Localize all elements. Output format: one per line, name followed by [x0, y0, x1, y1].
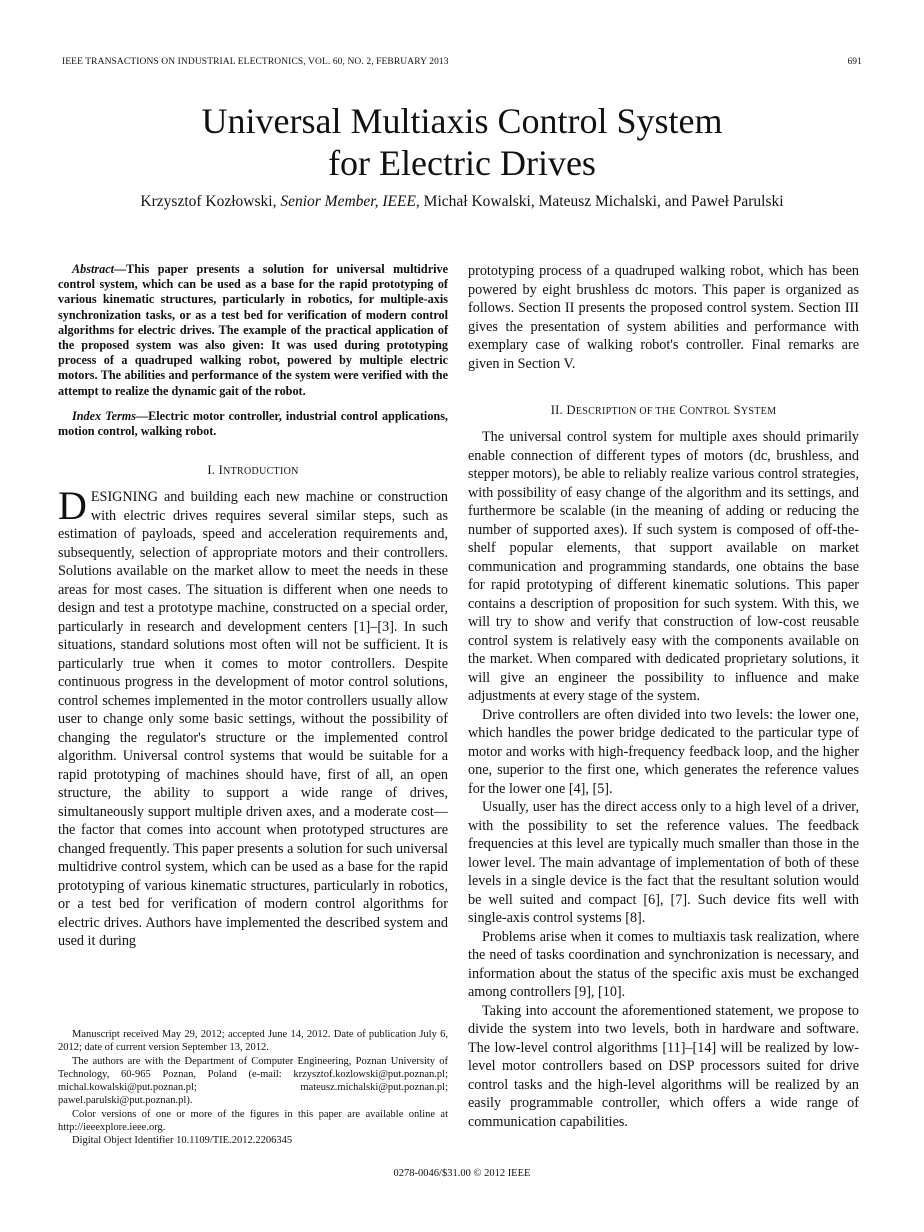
running-head — [62, 57, 862, 67]
abstract-text: This paper presents a solution for universal multidrive control system, which can be used as a base for the rapid prototyping of various kinematic structures, particularly in robotics, for multiple-axis synchronization tasks, or as a test bed for verification of modern control algorithms for electric drives. The example of the practical application of the proposed system was also given: It was used during prototyping process of a quadruped walking robot, powered by multiple electric motors. The abilities and performance of the system were verified with the attempt to realize the dynamic gait of the robot. — [58, 262, 448, 398]
left-column — [58, 262, 448, 951]
abstract-label: Abstract— — [72, 262, 127, 276]
index-terms-text: Electric motor controller, industrial control applications, motion control, walking robot. — [58, 408, 448, 439]
index-terms-label: Index Terms— — [72, 408, 149, 423]
intro-paragraph-continued: prototyping process of a quadruped walking robot, which has been powered by eight brushless dc motors. This paper is organized as follows. Section II presents the proposed control system. Section III gives the presentation of system abilities and performance with exemplary case of walking robot's controller. Final remarks are given in Section V. — [468, 263, 859, 372]
section2-paragraph-1: The universal control system for multiple axes should primarily enable connection of different types of motors (dc, brushless, and stepper motors), be able to reliably realize various control strategies, with possibility of easy change of the algorithm and its settings, and furthermore be scalable (in the meaning of adding or reducing the number of supported axes). If such system is composed of off-the-shelf popular elements, that support available on market communication and programming standards, one obtains the base for rapid prototyping of different kinematic solutions. This paper contains a description of proposition for such system. With this, we will try to show and verify that construction of low-cost reusable control system is relatively easy with the components available on the market. When compared with dedicated proprietary solutions, it will give an engineer the possibility to influence and make adjustments at every stage of the system. — [468, 429, 859, 704]
title-line-1: Universal Multiaxis Control System — [201, 101, 723, 141]
section2-paragraph-3: Usually, user has the direct access only to a high level of a driver, with the possibility to set the reference values. The feedback frequencies at this level are typically much smaller than those in the lower level. The main advantage of implementation of both of these levels in a single device is the fact that the resultant solution would be well suited and compact [6], [7]. Such device fits well with single-axis control systems [8]. — [468, 799, 859, 926]
journal-name: IEEE TRANSACTIONS ON INDUSTRIAL ELECTRONICS, VOL. 60, NO. 2, FEBRUARY 2013 — [62, 57, 449, 67]
section2-paragraph-2: Drive controllers are often divided into two levels: the lower one, which handles the power bridge dedicated to the particular type of motor and works with high-frequency feedback loop, and the higher one, superior to the first one, which generates the reference values for the lower one [4], [5]. — [468, 706, 859, 797]
other-authors: , Michał Kowalski, Mateusz Michalski, and Paweł Parulski — [415, 193, 784, 210]
paper-title — [0, 100, 924, 184]
section-heading-introduction: I. INTRODUCTION — [207, 463, 299, 478]
right-column — [468, 262, 859, 1131]
title-line-2: for Electric Drives — [328, 143, 596, 183]
copyright-footer: 0278-0046/$31.00 © 2012 IEEE — [393, 1168, 531, 1179]
section-heading-description: II. DESCRIPTION OF THE CONTROL SYSTEM — [550, 403, 777, 417]
footnote-dates: Manuscript received May 29, 2012; accepted June 14, 2012. Date of publication July 6, 2012; date of current version September 13, 2012. — [58, 1029, 448, 1054]
abstract — [58, 262, 448, 399]
section2-paragraph-5: Taking into account the aforementioned statement, we propose to divide the system into two levels, both in hardware and software. The low-level control algorithms [11]–[14] will be realized by low-level motor controllers based on DSP processors suited for drive control tasks and the high-level algorithms will be realized by an easily programmable controller, which offers a wide range of communication capabilities. — [468, 1002, 859, 1130]
section2-paragraph-4: Problems arise when it comes to multiaxis task realization, where the need of tasks coordination and synchronization is necessary, and information about the status of the specific axis must be exchanged among controllers [9], [10]. — [468, 928, 859, 1000]
author-1: Krzysztof Kozłowski — [140, 193, 273, 210]
footnote-doi: Digital Object Identifier 10.1109/TIE.2012.2206345 — [72, 1135, 293, 1147]
page-number: 691 — [847, 57, 862, 67]
author-list: Krzysztof Kozłowski, Senior Member, IEEE, Michał Kowalski, Mateusz Michalski, and Paweł Parulski — [140, 193, 784, 210]
intro-text: ESIGNING and building each new machine or construction with electric drives requires several similar steps, such as estimation of payloads, speed and acceleration requirements and, subsequently, selection of appropriate motors and their controllers. Solutions available on the market allow to meet the needs in these areas for most cases. The situation is different when one needs to design and test a prototype machine, constructed on a special order, particularly in research and development centers [1]–[3]. In such situations, standard solutions most often will not be sufficient. It is particularly true when it comes to motor controllers. Despite continuous progress in the development of motor control solutions, control schemes implemented in the motor controllers usually allow user to change only some basic settings, without the possibility of changing the regulator's structure or the implemented control algorithm. Universal control systems that would be suitable for a rapid prototyping of machines should have, first of all, an open structure, the ability to support a wide range of drives, simultaneously support multiple driven axes, and a moderate cost—the factor that comes into account when prototyped structures are changed frequently. This paper presents a solution for such universal multidrive control system, which can be used as a base for the rapid prototyping of various kinematic structures, particularly in robotics, or a test bed for verification of modern control algorithms for electric drives. Authors have implemented the described system and used it during — [58, 489, 448, 950]
intro-paragraph — [58, 483, 448, 951]
footnote-color-note: Color versions of one or more of the figures in this paper are available online at http://ieeexplore.ieee.org. — [58, 1108, 448, 1134]
footnote-affiliation: The authors are with the Department of Computer Engineering, Poznan University of Technology, 60-965 Poznan, Poland (e-mail: krzysztof.kozlowski@put.poznan.pl; michal.kowalski@put.poznan.pl; mateusz.michalski@put.poznan.pl; pawel.parulski@put.poznan.pl). — [58, 1055, 448, 1107]
author-1-role: Senior Member, IEEE — [280, 193, 416, 210]
index-terms — [58, 409, 448, 439]
drop-cap: D — [58, 483, 87, 529]
footnote — [58, 1028, 448, 1148]
